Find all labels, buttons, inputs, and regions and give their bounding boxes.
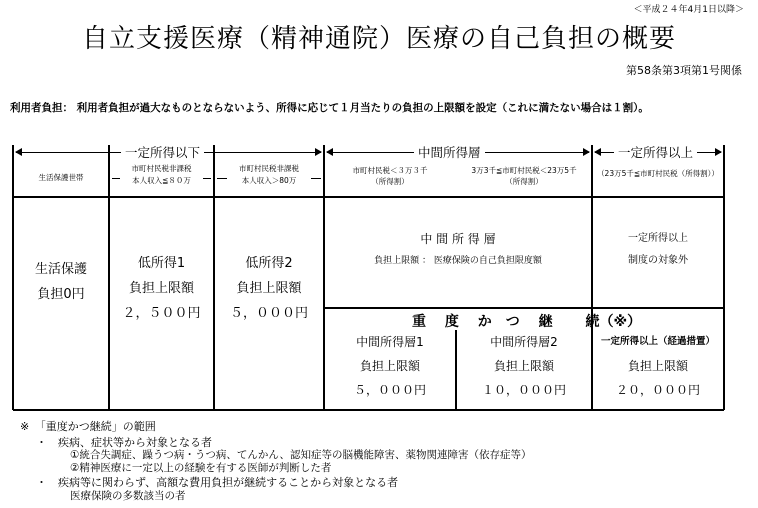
note-heading: ※ 「重度かつ継続」の範囲 <box>20 420 156 433</box>
col-mid2-line2: （所得割） <box>505 177 543 186</box>
note-item-1: ①統合失調症、躁うつ病・うつ病、てんかん、認知症等の脳機能障害、薬物関連障害（依存症等） <box>70 449 532 461</box>
cell-low2-limit-label: 負担上限額 <box>236 281 302 296</box>
band-fixed-below: 一定所得以下 <box>121 143 204 161</box>
cell-low1-amount: ２，５００円 <box>122 306 201 321</box>
cell-high-severe-name: 一定所得以上（経過措置） <box>600 336 715 347</box>
col-mid2-line1: 3万3千≦市町村民税＜23万5千 <box>471 166 577 175</box>
cell-high-severe <box>593 330 723 402</box>
cell-mid2-name: 中間所得層2 <box>490 335 558 349</box>
col-welfare <box>14 172 108 183</box>
cell-middle-desc: 負担上限額 ： 医療保険の自己負担限度額 <box>374 256 542 266</box>
cell-mid1-limit-label: 負担上限額 <box>359 359 420 373</box>
col-mid2 <box>457 165 591 187</box>
cell-low1-name: 低所得1 <box>137 256 186 271</box>
col-low1-line2: 本人収入≦８０万 <box>120 175 203 186</box>
user-burden-description: 利用者負担： 利用者負担が過大なものとならないよう、所得に応じて１月当たりの負担の上限額を設定（これに満たない場合は１割）。 <box>10 102 649 114</box>
col-high-label: （23万5千≦市町村民税（所得割）） <box>597 169 719 178</box>
effective-date-note: ＜平成２４年4月1日以降＞ <box>633 5 744 15</box>
cell-welfare-name: 生活保護 <box>34 262 87 277</box>
cell-high-severe-amount: ２０，０００円 <box>615 383 700 397</box>
cell-mid1 <box>325 330 455 402</box>
arrow-right-icon <box>715 148 722 156</box>
cell-mid1-name: 中間所得層1 <box>356 335 424 349</box>
arrow-left-icon <box>15 148 22 156</box>
cell-middle <box>325 228 591 272</box>
cell-low1 <box>110 251 213 326</box>
col-low1 <box>110 163 213 186</box>
band-fixed-above: 一定所得以上 <box>614 143 697 161</box>
page-title: 自立支援医療（精神通院）医療の自己負担の概要 <box>81 24 676 54</box>
cell-low2-name: 低所得2 <box>245 256 293 271</box>
arrow-right-icon <box>315 148 322 156</box>
col-low1-line1: 市町村民税非課税 <box>131 164 192 173</box>
note-bullet-1: ・ 疾病、症状等から対象となる者 <box>36 436 212 449</box>
cell-low2 <box>215 251 323 326</box>
cell-welfare-amount: 負担0円 <box>37 287 85 302</box>
cell-high-note: 制度の対象外 <box>628 255 688 266</box>
col-welfare-label: 生活保護世帯 <box>38 173 84 182</box>
arrow-right-icon <box>583 148 590 156</box>
cell-mid2-amount: １０，０００円 <box>481 383 566 397</box>
cell-middle-title: 中 間 所 得 層 <box>420 232 496 246</box>
severe-continuous-heading: 重 度 か つ 継 続（※） <box>412 314 642 330</box>
col-low2-line2: 本人収入＞80万 <box>227 175 311 186</box>
cell-mid2 <box>457 330 591 402</box>
note-item-3: 医療保険の多数該当の者 <box>70 490 186 502</box>
col-mid1 <box>325 165 455 187</box>
arrow-left-icon <box>594 148 601 156</box>
col-mid1-line2: （所得割） <box>371 177 409 186</box>
cell-high-severe-limit-label: 負担上限額 <box>627 359 688 373</box>
arrow-left-icon <box>326 148 333 156</box>
col-low2 <box>215 163 323 186</box>
cell-mid2-limit-label: 負担上限額 <box>493 359 554 373</box>
cell-mid1-amount: ５，０００円 <box>353 383 426 397</box>
law-reference: 第58条第3項第1号関係 <box>626 64 742 77</box>
cell-welfare <box>14 257 108 307</box>
cell-high <box>593 228 723 272</box>
cell-low2-amount: ５，０００円 <box>229 306 308 321</box>
col-mid1-line1: 市町村民税＜３万３千 <box>352 166 428 175</box>
cell-high-name: 一定所得以上 <box>628 233 688 244</box>
note-item-2: ②精神医療に一定以上の経験を有する医師が判断した者 <box>70 462 332 474</box>
band-middle: 中間所得層 <box>414 143 485 161</box>
cell-low1-limit-label: 負担上限額 <box>128 281 194 296</box>
col-low2-line1: 市町村民税非課税 <box>239 164 299 173</box>
note-bullet-2: ・ 疾病等に関わらず、高額な費用負担が継続することから対象となる者 <box>36 476 399 489</box>
col-high <box>593 168 723 179</box>
